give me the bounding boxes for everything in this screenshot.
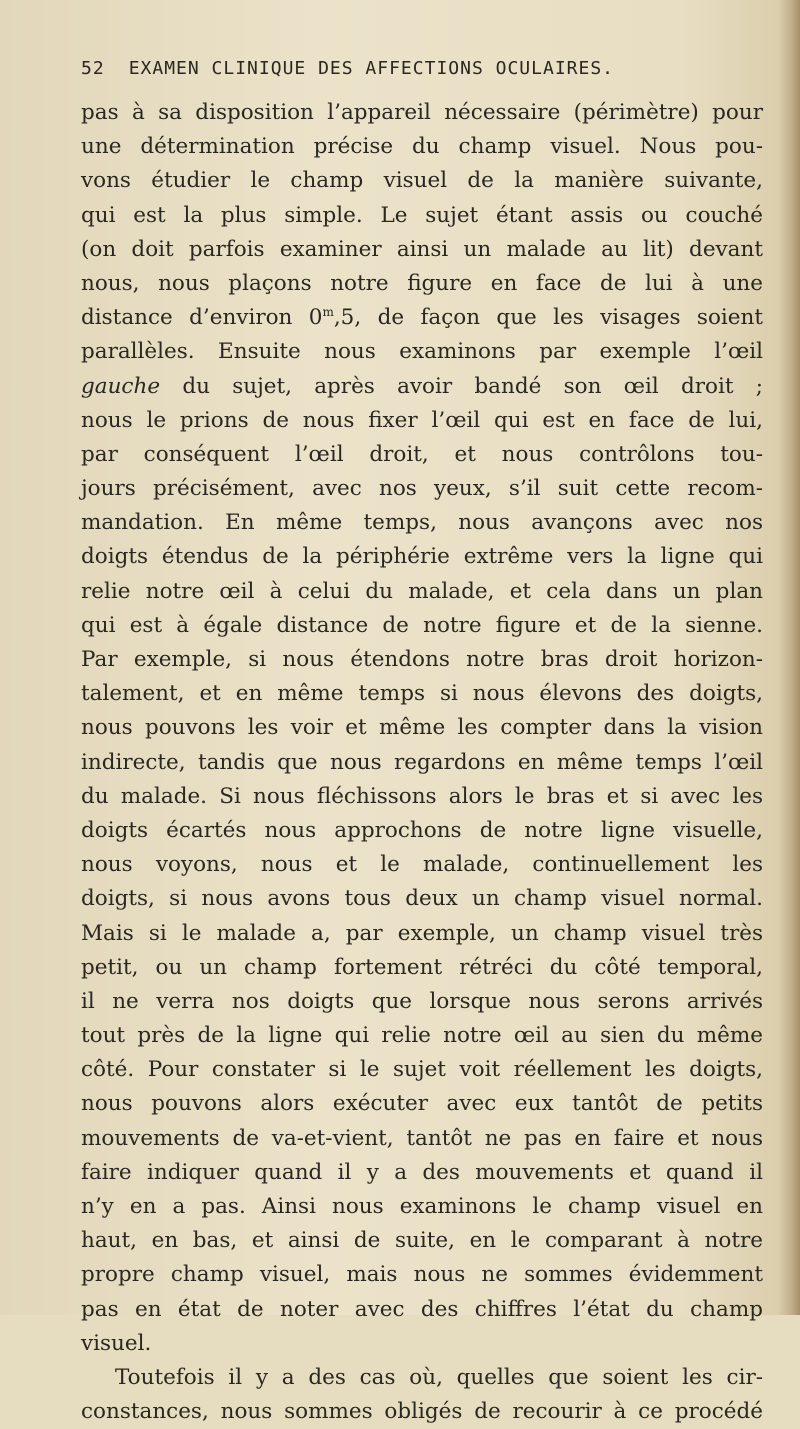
- text-line: [81, 301, 763, 335]
- text-line: doigts écartés nous approchons de notre ligne visuelle,: [81, 817, 763, 843]
- text-line: haut, en bas, et ainsi de suite, en le comparant à notre: [81, 1228, 763, 1254]
- text-line: [81, 370, 763, 404]
- text-line: tout près de la ligne qui relie notre œil au sien du même: [81, 1023, 763, 1049]
- page-edge-shadow: [778, 0, 800, 1315]
- running-title: EXAMEN CLINIQUE DES AFFECTIONS OCULAIRES.: [128, 58, 615, 79]
- line-text: distance d’environ 0: [81, 305, 323, 331]
- line-text: ,5, de façon que les visages soient: [333, 305, 763, 331]
- text-line: côté. Pour constater si le sujet voit réellement les doigts,: [81, 1057, 763, 1083]
- text-line: par conséquent l’œil droit, et nous contrôlons tou-: [81, 441, 763, 467]
- paragraph-end-line: visuel.: [81, 1330, 152, 1356]
- text-line: nous, nous plaçons notre figure en face de lui à une: [81, 270, 763, 296]
- running-header: [81, 58, 761, 88]
- text-line: petit, ou un champ fortement rétréci du côté temporal,: [81, 954, 763, 980]
- text-line: doigts étendus de la périphérie extrême vers la ligne qui: [81, 544, 763, 570]
- unit-superscript: m: [322, 304, 334, 319]
- body-text: [81, 96, 763, 1429]
- italic-word: gauche: [81, 373, 161, 399]
- line-text: du sujet, après avoir bandé son œil droit ;: [160, 373, 763, 399]
- text-line: talement, et en même temps si nous élevons des doigts,: [81, 681, 763, 707]
- text-line: (on doit parfois examiner ainsi un malade au lit) devant: [81, 236, 763, 262]
- text-line: relie notre œil à celui du malade, et cela dans un plan: [81, 578, 763, 604]
- text-line: du malade. Si nous fléchissons alors le bras et si avec les: [81, 783, 763, 809]
- text-line: indirecte, tandis que nous regardons en même temps l’œil: [81, 749, 763, 775]
- text-line: qui est à égale distance de notre figure et de la sienne.: [81, 612, 763, 638]
- text-line: faire indiquer quand il y a des mouvements et quand il: [81, 1159, 763, 1185]
- text-line: qui est la plus simple. Le sujet étant assis ou couché: [81, 202, 763, 228]
- text-line: pas en état de noter avec des chiffres l’état du champ: [81, 1296, 763, 1322]
- text-line: il ne verra nos doigts que lorsque nous serons arrivés: [81, 988, 763, 1014]
- text-line: parallèles. Ensuite nous examinons par exemple l’œil: [81, 339, 763, 365]
- text-line: jours précisément, avec nos yeux, s’il suit cette recom-: [81, 476, 763, 502]
- text-line: nous voyons, nous et le malade, continuellement les: [81, 852, 763, 878]
- text-line: nous le prions de nous fixer l’œil qui est en face de lui,: [81, 407, 763, 433]
- page-number: 52: [81, 58, 105, 79]
- text-line: constances, nous sommes obligés de recourir à ce procédé: [81, 1399, 763, 1425]
- text-line: pas à sa disposition l’appareil nécessaire (périmètre) pour: [81, 100, 763, 125]
- text-line: n’y en a pas. Ainsi nous examinons le champ visuel en: [81, 1194, 763, 1219]
- paragraph-start-line: Toutefois il y a des cas où, quelles que soient les cir-: [115, 1364, 763, 1390]
- text-line: nous pouvons alors exécuter avec eux tantôt de petits: [81, 1091, 763, 1117]
- text-line: doigts, si nous avons tous deux un champ visuel normal.: [81, 886, 763, 912]
- text-line: mandation. En même temps, nous avançons avec nos: [81, 510, 763, 536]
- text-line: vons étudier le champ visuel de la manière suivante,: [81, 168, 763, 194]
- text-line: mouvements de va-et-vient, tantôt ne pas en faire et nous: [81, 1125, 763, 1151]
- text-line: Par exemple, si nous étendons notre bras droit horizon-: [81, 647, 763, 672]
- text-line: propre champ visuel, mais nous ne sommes évidemment: [81, 1262, 763, 1288]
- text-line: nous pouvons les voir et même les compter dans la vision: [81, 715, 763, 741]
- text-line: Mais si le malade a, par exemple, un champ visuel très: [81, 920, 763, 946]
- text-line: une détermination précise du champ visuel. Nous pou-: [81, 134, 763, 160]
